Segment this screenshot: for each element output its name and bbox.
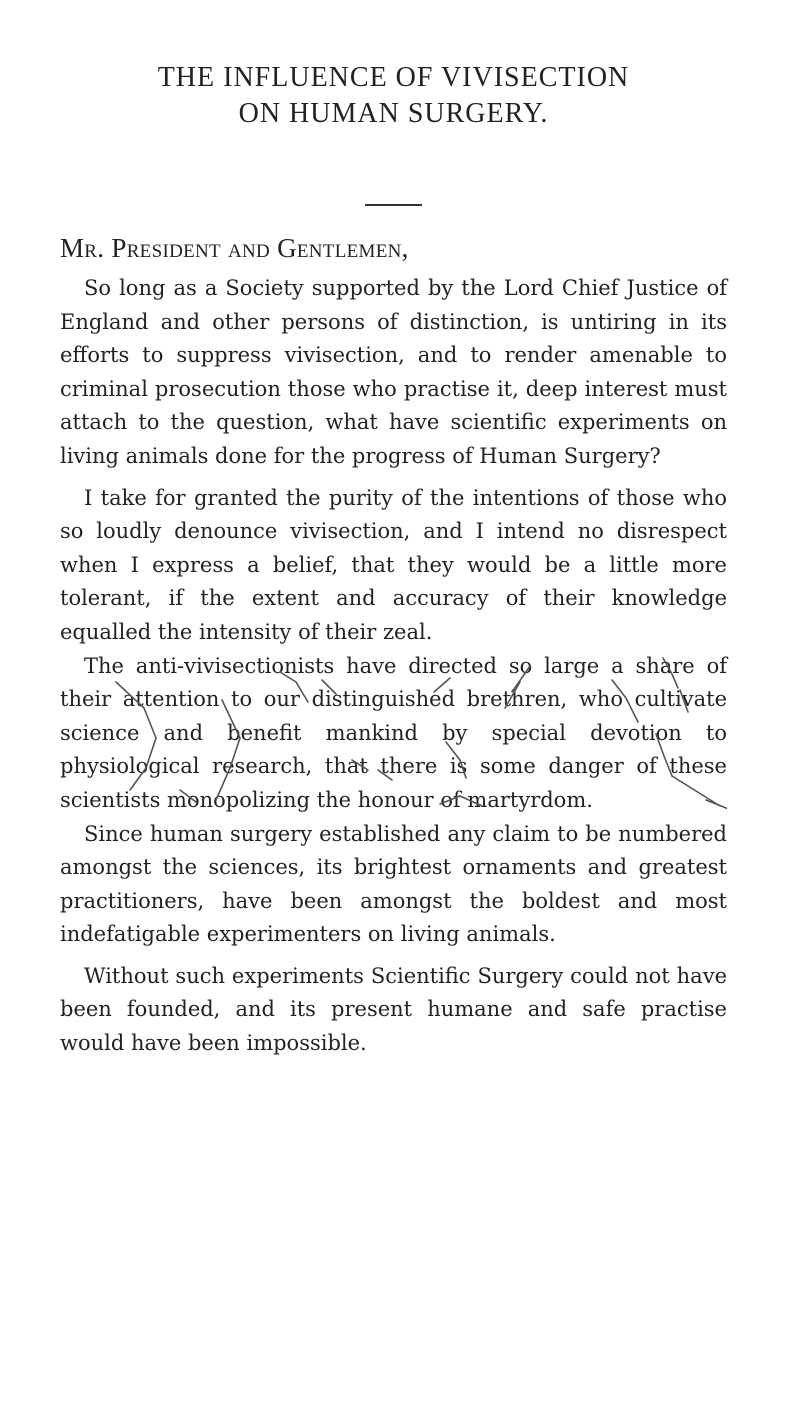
- document-title: THE INFLUENCE OF VIVISECTION: [157, 62, 630, 93]
- salutation: Mr. President and Gentlemen,: [60, 233, 409, 263]
- paragraph-1: So long as a Society supported by the Lord Chief Justice of England and other persons of distinction, is untiring in its efforts to suppress vivisection, and to render amenable to criminal prosecution those who practise it, deep interest must attach to the question, what have scientific experiments on living animals done for the progress of Human Surgery?: [60, 276, 727, 468]
- document-page: [60, 60, 727, 1400]
- paragraph-4: Since human surgery established any claim to be numbered amongst the sciences, its brightest ornaments and greatest practitioners, have been amongst the boldest and most indefatigable experimenters on living animals.: [60, 821, 727, 947]
- title-divider: [365, 204, 422, 206]
- torn-paragraph-region: [60, 650, 727, 818]
- paragraph-5: Without such experiments Scientific Surgery could not have been founded, and its present humane and safe practise would have been impossible.: [60, 963, 727, 1056]
- paragraph-3: The anti-vivisectionists have directed so large a share of their attention to our distinguished brethren, who cultivate science and benefit mankind by special devotion to physiological research, that there is some danger of these scientists monopolizing the honour of martyrdom.: [60, 653, 727, 812]
- document-subtitle: ON HUMAN SURGERY.: [238, 98, 549, 129]
- paragraph-2: I take for granted the purity of the intentions of those who so loudly denounce vivisection, and I intend no disrespect when I express a belief, that they would be a little more tolerant, if the extent and accuracy of their knowledge equalled the intensity of their zeal.: [60, 485, 727, 644]
